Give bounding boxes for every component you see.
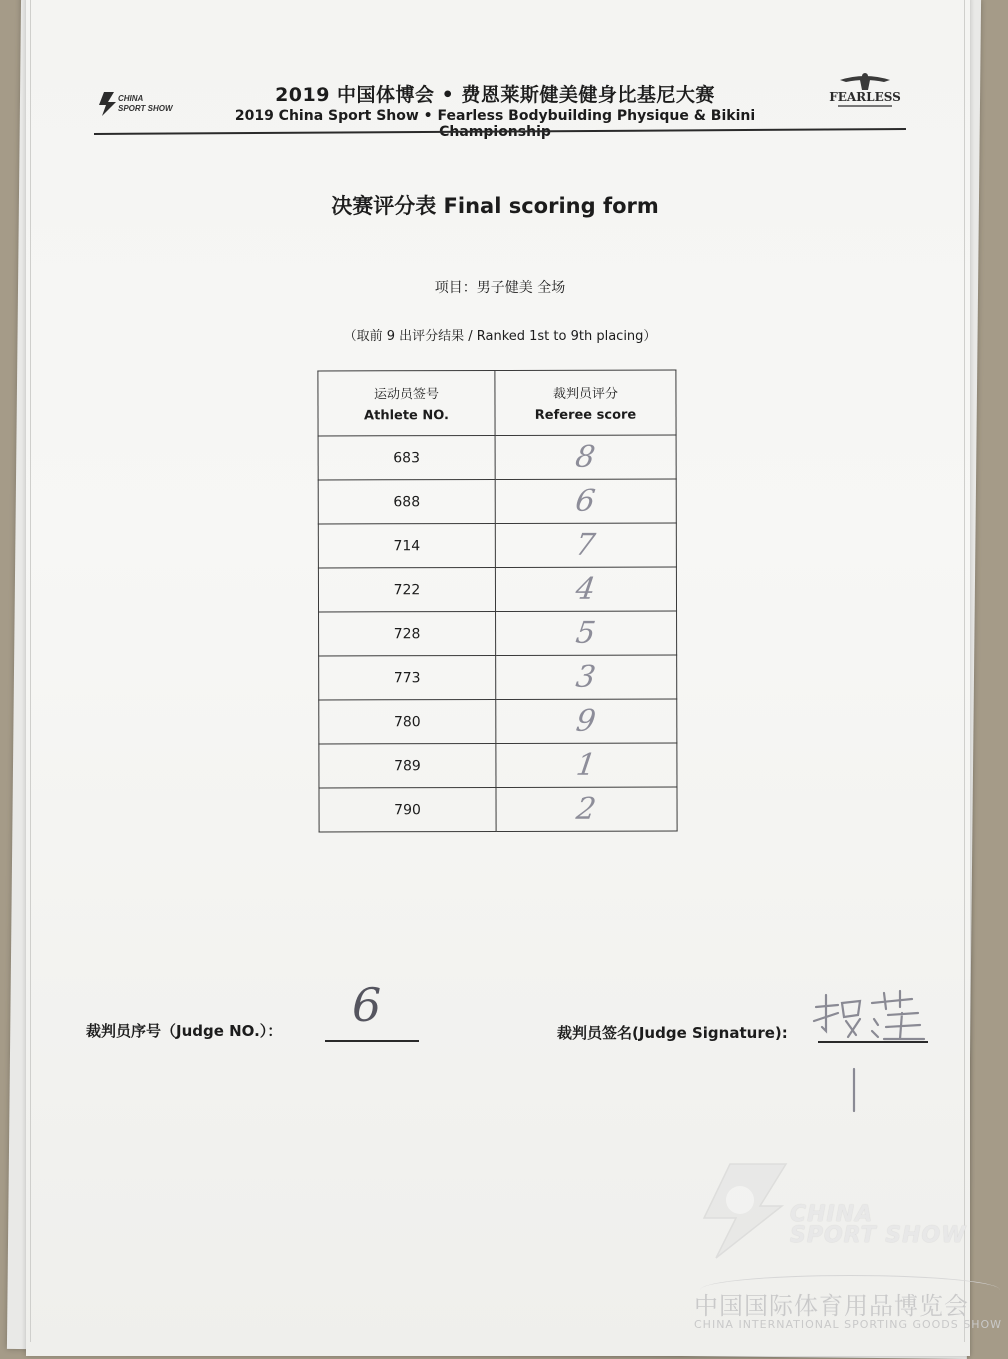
athlete-no-cell: 714	[318, 524, 495, 568]
paper-edge	[964, 0, 965, 1342]
china-sport-show-logo	[96, 88, 192, 118]
handwritten-score: 4	[574, 571, 598, 607]
table-row	[319, 787, 677, 832]
handwritten-score: 9	[574, 703, 599, 739]
athlete-no-header	[318, 371, 495, 436]
scoring-table	[317, 370, 677, 833]
watermark-logo-mark	[690, 1160, 800, 1260]
referee-score-cell	[496, 743, 677, 787]
judge-no-label: 裁判员序号（Judge NO.）：	[86, 1022, 283, 1040]
handwritten-score: 8	[573, 439, 598, 475]
table-row	[319, 743, 677, 788]
referee-score-cell	[496, 611, 677, 655]
judge-no-handwritten: 6	[352, 978, 382, 1032]
referee-score-cell	[495, 523, 676, 567]
athlete-no-cell: 789	[319, 744, 496, 788]
referee-score-cell	[495, 479, 676, 523]
svg-text:CHINA: CHINA	[118, 94, 144, 103]
fearless-logo	[820, 70, 910, 114]
table-row	[318, 567, 676, 612]
athlete-no-cell: 790	[319, 788, 496, 832]
referee-score-cell	[495, 567, 676, 611]
handwritten-score: 7	[573, 527, 598, 563]
athlete-no-cell: 773	[319, 656, 496, 700]
referee-score-cell	[495, 435, 676, 479]
table-row	[318, 523, 676, 568]
athlete-no-cell: 780	[319, 700, 496, 744]
handwritten-signature	[808, 985, 938, 1115]
athlete-no-cell: 683	[318, 436, 495, 480]
table-row	[319, 699, 677, 744]
referee-score-header	[495, 370, 676, 435]
athlete-no-header-en: Athlete NO.	[364, 408, 450, 424]
referee-score-cell	[496, 787, 677, 831]
athlete-no-header-cn: 运动员签号	[373, 387, 439, 403]
watermark-name-line1: CHINA	[790, 1202, 874, 1227]
ranking-note: （取前 9 出评分结果 / Ranked 1st to 9th placing）	[343, 329, 657, 344]
watermark-cn: 中国国际体育用品博览会	[694, 1292, 969, 1320]
handwritten-score: 1	[574, 747, 599, 783]
athlete-no-cell: 722	[318, 568, 495, 612]
paper-edge	[30, 0, 31, 1342]
svg-text:FEARLESS: FEARLESS	[829, 90, 901, 104]
handwritten-score: 5	[574, 615, 599, 651]
signature-label: 裁判员签名(Judge Signature):	[557, 1024, 788, 1042]
handwritten-score: 3	[574, 659, 599, 695]
referee-score-header-en: Referee score	[534, 407, 637, 423]
header-title-cn: 2019 中国体博会 • 费恩莱斯健美健身比基尼大赛	[275, 84, 715, 106]
event-label: 项目：男子健美 全场	[434, 280, 566, 296]
header-title-en: 2019 China Sport Show • Fearless Bodybuilding Physique & Bikini	[234, 108, 756, 124]
svg-text:SPORT SHOW: SPORT SHOW	[118, 104, 173, 113]
handwritten-score: 6	[573, 483, 598, 519]
table-row	[318, 435, 676, 480]
judge-no-line	[325, 1040, 419, 1042]
table-row	[319, 611, 677, 656]
handwritten-score: 2	[574, 791, 599, 827]
referee-score-cell	[496, 699, 677, 743]
form-title: 决赛评分表 Final scoring form	[331, 194, 659, 218]
athlete-no-cell: 728	[319, 612, 496, 656]
referee-score-cell	[496, 655, 677, 699]
table-header-row	[318, 370, 676, 436]
table-row	[318, 479, 676, 524]
referee-score-header-cn: 裁判员评分	[552, 386, 618, 402]
watermark-en: CHINA INTERNATIONAL SPORTING GOODS SHOW	[694, 1318, 1003, 1331]
watermark-name-line2: SPORT SHOW	[790, 1223, 967, 1248]
watermark-brand-name	[790, 1204, 967, 1246]
table-row	[319, 655, 677, 700]
athlete-no-cell: 688	[318, 480, 495, 524]
